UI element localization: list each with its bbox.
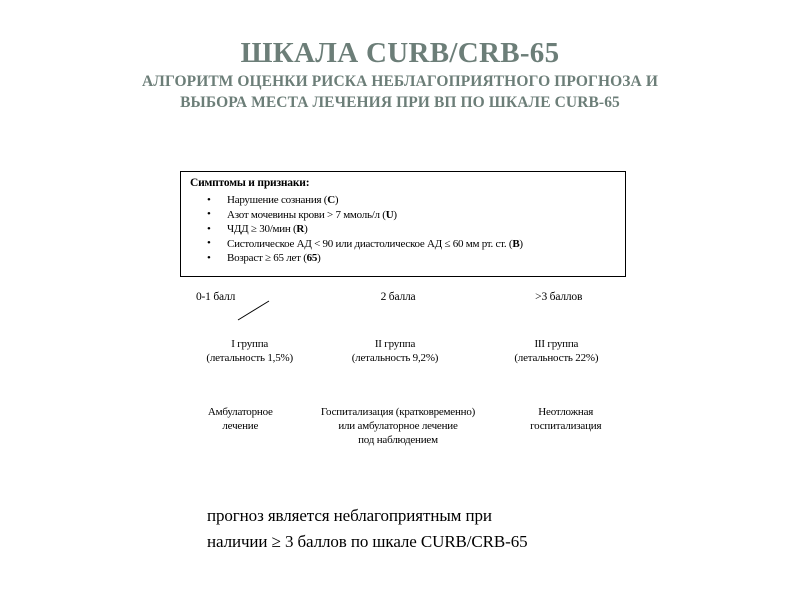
score-right: >3 баллов — [535, 291, 583, 303]
symptom-code: U — [385, 208, 394, 221]
symptom-tail: ) — [519, 237, 523, 250]
symptoms-box — [180, 171, 626, 277]
symptom-text: Нарушение сознания ( — [227, 194, 328, 206]
bullet-icon: • — [207, 193, 211, 206]
treatment-middle-line-2: или амбулаторное лечение — [338, 420, 458, 432]
group-middle-name: II группа — [374, 338, 416, 350]
symptom-code: C — [327, 194, 335, 206]
bullet-icon: • — [207, 208, 211, 221]
group-middle-mortality: (летальность 9,2%) — [351, 352, 439, 364]
score-middle: 2 балла — [380, 291, 416, 303]
group-row — [180, 337, 626, 365]
list-item — [193, 251, 618, 266]
treatment-right-line-1: Неотложная — [538, 406, 594, 418]
treatment-row — [180, 405, 626, 447]
treatment-right — [485, 405, 626, 447]
bullet-icon: • — [207, 237, 211, 250]
list-item — [193, 193, 618, 208]
group-middle — [325, 337, 464, 365]
conclusion-line-1: прогноз является неблагоприятным при — [207, 506, 492, 525]
symptoms-box-heading: Симптомы и признаки: — [190, 177, 310, 189]
symptom-tail: ) — [334, 194, 339, 206]
bullet-icon: • — [207, 222, 211, 235]
treatment-left-line-2: лечение — [222, 420, 259, 432]
symptom-text: Систолическое АД < 90 или диастолическое АД ≤ 60 мм рт. ст. ( — [227, 237, 513, 250]
list-item — [193, 237, 618, 252]
treatment-middle — [311, 405, 486, 447]
page-title: ШКАЛА CURB/CRB-65 — [240, 37, 560, 69]
group-left — [180, 337, 325, 365]
conclusion-line-2: наличии ≥ 3 баллов по шкале CURB/CRB-65 — [207, 532, 528, 551]
score-left: 0-1 балл — [196, 291, 236, 303]
symptom-text: ЧДД ≥ 30/мин ( — [227, 223, 297, 236]
treatment-middle-line-3: под наблюдением — [358, 434, 438, 446]
symptom-tail: ) — [317, 252, 321, 265]
list-item — [193, 222, 618, 237]
treatment-left — [180, 405, 311, 447]
group-right-mortality: (летальность 22%) — [514, 352, 599, 364]
title-block — [0, 38, 800, 113]
conclusion-text — [207, 503, 637, 555]
subtitle-line-2: ВЫБОРА МЕСТА ЛЕЧЕНИЯ ПРИ ВП ПО ШКАЛЕ CURB-65 — [180, 93, 620, 111]
symptom-text: Азот мочевины крови > 7 ммоль/л ( — [227, 208, 386, 221]
group-right-name: III группа — [534, 338, 579, 350]
symptoms-list — [193, 193, 618, 266]
symptom-code: B — [512, 237, 520, 250]
treatment-left-line-1: Амбулаторное — [207, 406, 273, 418]
symptom-text: Возраст ≥ 65 лет ( — [227, 252, 307, 265]
group-left-mortality: (летальность 1,5%) — [206, 352, 293, 364]
connector-line-icon — [237, 300, 273, 322]
symptom-code: R — [296, 223, 305, 236]
list-item — [193, 208, 618, 223]
page-subtitle — [70, 72, 730, 113]
symptom-code: 65 — [306, 252, 318, 265]
bullet-icon: • — [207, 251, 211, 264]
symptom-tail: ) — [304, 223, 308, 236]
group-right — [465, 337, 626, 365]
symptom-tail: ) — [393, 208, 397, 221]
group-left-name: I группа — [231, 338, 269, 350]
subtitle-line-1: АЛГОРИТМ ОЦЕНКИ РИСКА НЕБЛАГОПРИЯТНОГО ПРОГНОЗА И — [142, 73, 658, 91]
treatment-middle-line-1: Госпитализация (кратковременно) — [320, 406, 476, 418]
treatment-right-line-2: госпитализация — [530, 420, 602, 432]
